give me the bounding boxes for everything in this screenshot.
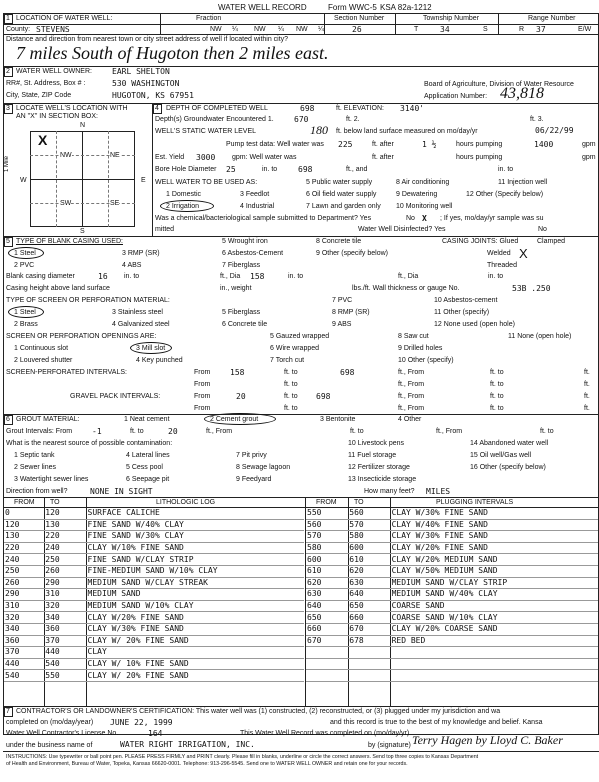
contam-6[interactable]: 6 Seepage pit bbox=[126, 476, 170, 483]
log-row bbox=[4, 519, 304, 531]
log-description-cell[interactable]: MEDIUM SAND W/CLAY STRIP bbox=[391, 577, 598, 589]
lithologic-log-right bbox=[306, 508, 598, 682]
log-row bbox=[306, 658, 598, 670]
log-to-cell[interactable]: 370 bbox=[44, 635, 86, 647]
log-row bbox=[306, 565, 598, 577]
log-to-cell[interactable]: 310 bbox=[44, 589, 86, 601]
log-row bbox=[306, 589, 598, 601]
signature[interactable]: Terry Hagen by Lloyd C. Baker bbox=[412, 733, 563, 747]
screen-3[interactable]: 3 Stainless steel bbox=[112, 309, 163, 316]
opening-7[interactable]: 7 Torch cut bbox=[270, 357, 305, 364]
log-row bbox=[4, 647, 304, 659]
gravel-pack-label: GRAVEL PACK INTERVALS: bbox=[70, 393, 161, 400]
lithologic-log-header: LITHOLOGIC LOG bbox=[156, 499, 216, 506]
log-row bbox=[4, 554, 304, 566]
log-to-cell[interactable]: 290 bbox=[44, 577, 86, 589]
log-to-cell[interactable]: 320 bbox=[44, 600, 86, 612]
use-label: WELL WATER TO BE USED AS: bbox=[155, 179, 258, 186]
gauge-value[interactable]: 53B .250 bbox=[512, 284, 551, 293]
log-to-cell[interactable]: 670 bbox=[348, 623, 390, 635]
locate-label-2: AN "X" IN SECTION BOX: bbox=[16, 113, 98, 120]
range-label: Range Number bbox=[528, 15, 576, 22]
direction-label: Direction from well? bbox=[6, 488, 68, 495]
yield-value[interactable]: 3000 bbox=[196, 153, 216, 162]
log-from-cell[interactable]: 260 bbox=[4, 577, 44, 589]
log-to-cell[interactable]: 640 bbox=[348, 589, 390, 601]
log-description-cell[interactable]: MEDIUM SAND W/40% CLAY bbox=[391, 589, 598, 601]
screen-material-label: TYPE OF SCREEN OR PERFORATION MATERIAL: bbox=[6, 297, 170, 304]
casing-height-label: Casing height above land surface bbox=[6, 285, 110, 292]
screen-8[interactable]: 8 RMP (SR) bbox=[332, 309, 370, 316]
log-description-cell[interactable]: CLAY W/30% FINE SAND bbox=[391, 508, 598, 519]
use-9[interactable]: 9 Dewatering bbox=[396, 191, 438, 198]
opening-2[interactable]: 2 Louvered shutter bbox=[14, 357, 73, 364]
locate-label: LOCATE WELL'S LOCATION WITH bbox=[16, 105, 128, 112]
casing-joints-label: CASING JOINTS: Glued bbox=[442, 238, 519, 245]
log-row bbox=[4, 612, 304, 624]
log-to-cell[interactable]: 240 bbox=[44, 542, 86, 554]
section-1-number: 1 bbox=[6, 15, 10, 22]
completed-label: completed on (mo/day/year) bbox=[6, 719, 94, 726]
log-row bbox=[306, 670, 598, 682]
log-table-left bbox=[4, 508, 304, 682]
address-label: RR#, St. Address, Box # : bbox=[6, 80, 86, 87]
log-to-cell[interactable]: 220 bbox=[44, 531, 86, 543]
fraction-q1: NW bbox=[210, 26, 222, 33]
city-value[interactable]: HUGOTON, KS 67951 bbox=[112, 91, 194, 100]
log-row bbox=[4, 577, 304, 589]
opening-6[interactable]: 6 Wire wrapped bbox=[270, 345, 320, 352]
log-description-cell[interactable]: SURFACE CALICHE bbox=[87, 508, 304, 519]
log-to-cell[interactable]: 550 bbox=[44, 670, 86, 682]
contam-7[interactable]: 7 Pit privy bbox=[236, 452, 267, 459]
log-from-cell[interactable]: 370 bbox=[4, 647, 44, 659]
log-description-cell[interactable]: CLAY W/30% FINE SAND bbox=[87, 623, 304, 635]
log-description-cell[interactable]: CLAY W/40% FINE SAND bbox=[391, 519, 598, 531]
fraction-q3: NW bbox=[296, 26, 308, 33]
log-description-cell[interactable]: CLAY bbox=[87, 647, 304, 659]
log-description-cell[interactable]: MEDIUM SAND W/10% CLAY bbox=[87, 600, 304, 612]
log-from-cell[interactable]: 570 bbox=[306, 531, 348, 543]
log-description-cell[interactable]: COARSE SAND W/10% CLAY bbox=[391, 612, 598, 624]
log-row bbox=[4, 542, 304, 554]
chemical-no-mark[interactable]: X bbox=[422, 214, 427, 223]
form-number: Form WWC-5 bbox=[328, 3, 377, 12]
location-x-mark: X bbox=[38, 132, 48, 148]
casing-2[interactable]: 2 PVC bbox=[14, 262, 35, 269]
log-from-cell[interactable]: 620 bbox=[306, 577, 348, 589]
board-label: Board of Agriculture, Division of Water Resource bbox=[424, 81, 574, 88]
openings-label: SCREEN OR PERFORATION OPENINGS ARE: bbox=[6, 333, 157, 340]
contam-4[interactable]: 4 Lateral lines bbox=[126, 452, 170, 459]
use-11[interactable]: 11 Injection well bbox=[498, 179, 548, 186]
log-from-cell[interactable]: 440 bbox=[4, 658, 44, 670]
opening-11[interactable]: 11 None (open hole) bbox=[508, 333, 572, 340]
log-from-cell[interactable]: 670 bbox=[306, 635, 348, 647]
log-to-cell[interactable]: 580 bbox=[348, 531, 390, 543]
log-description-cell[interactable] bbox=[391, 670, 598, 682]
casing-6[interactable]: 6 Asbestos-Cement bbox=[222, 250, 284, 257]
owner-label: WATER WELL OWNER: bbox=[16, 68, 92, 75]
lithologic-log-left bbox=[4, 508, 304, 682]
log-to-header-right: TO bbox=[354, 499, 364, 506]
log-from-cell[interactable]: 220 bbox=[4, 542, 44, 554]
pump-test-label: Pump test data: Well water was bbox=[226, 141, 324, 148]
grout-intervals-label: Grout Intervals: From bbox=[6, 428, 73, 435]
contam-3[interactable]: 3 Watertight sewer lines bbox=[14, 476, 89, 483]
log-description-cell[interactable]: CLAY W/20% MEDIUM SAND bbox=[391, 554, 598, 566]
log-to-cell[interactable]: 130 bbox=[44, 519, 86, 531]
use-7[interactable]: 7 Lawn and garden only bbox=[306, 203, 381, 210]
log-row bbox=[4, 600, 304, 612]
blank-casing-label: TYPE OF BLANK CASING USED: bbox=[16, 238, 123, 245]
use-8[interactable]: 8 Air conditioning bbox=[396, 179, 450, 186]
quadrant-ne: NE bbox=[110, 152, 120, 159]
log-description-cell[interactable]: CLAY W/ 20% FINE SAND bbox=[87, 635, 304, 647]
log-to-cell[interactable] bbox=[348, 658, 390, 670]
blank-casing-to[interactable]: 158 bbox=[250, 272, 265, 281]
log-from-cell[interactable]: 120 bbox=[4, 519, 44, 531]
casing-8[interactable]: 8 Concrete tile bbox=[316, 238, 362, 245]
contam-2[interactable]: 2 Sewer lines bbox=[14, 464, 57, 471]
contam-15[interactable]: 15 Oil well/Gas well bbox=[470, 452, 532, 459]
log-to-cell[interactable]: 678 bbox=[348, 635, 390, 647]
opening-8[interactable]: 8 Saw cut bbox=[398, 333, 429, 340]
use-12[interactable]: 12 Other (Specify below) bbox=[466, 191, 544, 198]
pump-hours[interactable]: 1 ½ bbox=[422, 140, 437, 149]
log-row bbox=[4, 670, 304, 682]
casing-9[interactable]: 9 Other (specify below) bbox=[316, 250, 388, 257]
log-row bbox=[306, 600, 598, 612]
gravel-to[interactable]: 698 bbox=[316, 392, 331, 401]
log-row bbox=[306, 577, 598, 589]
static-date[interactable]: 06/22/99 bbox=[535, 126, 574, 135]
screen-5[interactable]: 5 Fiberglass bbox=[222, 309, 261, 316]
log-to-cell[interactable]: 540 bbox=[44, 658, 86, 670]
log-row bbox=[306, 554, 598, 566]
screen-9[interactable]: 9 ABS bbox=[332, 321, 352, 328]
grout-3[interactable]: 3 Bentonite bbox=[320, 416, 356, 423]
use-5[interactable]: 5 Public water supply bbox=[306, 179, 373, 186]
perforated-to[interactable]: 698 bbox=[340, 368, 355, 377]
city-label: City, State, ZIP Code bbox=[6, 92, 72, 99]
screen-12[interactable]: 12 None used (open hole) bbox=[434, 321, 515, 328]
opening-9[interactable]: 9 Drilled holes bbox=[398, 345, 443, 352]
use-6[interactable]: 6 Oil field water supply bbox=[306, 191, 377, 198]
application-label: Application Number: bbox=[424, 93, 488, 100]
form-title: WATER WELL RECORD bbox=[218, 3, 307, 12]
section-5-number: 5 bbox=[6, 238, 10, 245]
section-2-number: 2 bbox=[6, 68, 10, 75]
log-description-cell[interactable]: CLAY W/30% FINE SAND bbox=[391, 531, 598, 543]
log-to-header-left: TO bbox=[50, 499, 60, 506]
section-7-number: 7 bbox=[6, 708, 10, 715]
log-from-cell[interactable]: 0 bbox=[4, 508, 44, 519]
log-to-cell[interactable]: 440 bbox=[44, 647, 86, 659]
range-value[interactable]: 37 bbox=[536, 25, 546, 34]
compass-w: W bbox=[20, 177, 27, 184]
contam-11[interactable]: 11 Fuel storage bbox=[348, 452, 397, 459]
opening-1[interactable]: 1 Continuous slot bbox=[14, 345, 69, 352]
log-description-cell[interactable]: CLAY W/50% MEDIUM SAND bbox=[391, 565, 598, 577]
business-label: under the business name of bbox=[6, 742, 93, 749]
log-row bbox=[4, 565, 304, 577]
log-description-cell[interactable]: MEDIUM SAND bbox=[87, 589, 304, 601]
mile-label: 1 Mile bbox=[4, 155, 10, 172]
log-to-cell[interactable]: 560 bbox=[348, 508, 390, 519]
casing-3[interactable]: 3 RMP (SR) bbox=[122, 250, 160, 257]
contam-13[interactable]: 13 Insecticide storage bbox=[348, 476, 417, 483]
yield-label: Est. Yield bbox=[155, 154, 185, 161]
grout-2-cement[interactable]: 2 Cement grout bbox=[210, 416, 259, 423]
chemical-sample-label: Was a chemical/bacteriological sample submitted to Department? Yes bbox=[155, 215, 372, 222]
log-from-cell[interactable]: 550 bbox=[306, 508, 348, 519]
log-from-cell[interactable]: 540 bbox=[4, 670, 44, 682]
log-row bbox=[306, 519, 598, 531]
log-row bbox=[4, 658, 304, 670]
instructions-line-1: INSTRUCTIONS: Use typewriter or ball point pen. PLEASE PRESS FIRMLY and PRINT clearly. Please fill in blanks, underline or circle the correct answers. Send top three copies to Kansas Department bbox=[6, 754, 479, 760]
log-row bbox=[4, 635, 304, 647]
how-many-label: How many feet? bbox=[364, 488, 415, 495]
opening-5[interactable]: 5 Gauzed wrapped bbox=[270, 333, 330, 340]
use-2-irrigation[interactable]: 2 Irrigation bbox=[166, 203, 200, 210]
perforated-intervals-label: SCREEN-PERFORATED INTERVALS: bbox=[6, 369, 127, 376]
log-to-cell[interactable] bbox=[348, 647, 390, 659]
business-name[interactable]: WATER RIGHT IRRIGATION, INC. bbox=[120, 740, 255, 749]
static-level-label: WELL'S STATIC WATER LEVEL bbox=[155, 128, 257, 135]
log-description-cell[interactable]: CLAY W/20% FINE SAND bbox=[391, 542, 598, 554]
log-description-cell[interactable]: FINE-MEDIUM SAND W/10% CLAY bbox=[87, 565, 304, 577]
log-row bbox=[4, 589, 304, 601]
fraction-q2: NW bbox=[254, 26, 266, 33]
opening-3-mill-slot[interactable]: 3 Mill slot bbox=[136, 345, 166, 352]
log-from-cell[interactable]: 610 bbox=[306, 565, 348, 577]
welded-mark[interactable]: X bbox=[519, 246, 528, 261]
log-to-cell[interactable]: 600 bbox=[348, 542, 390, 554]
opening-4[interactable]: 4 Key punched bbox=[136, 357, 183, 364]
contam-12[interactable]: 12 Fertilizer storage bbox=[348, 464, 410, 471]
direction-value[interactable]: NONE IN SIGHT bbox=[90, 487, 153, 496]
log-description-cell[interactable]: RED BED bbox=[391, 635, 598, 647]
blank-diameter-label: Blank casing diameter bbox=[6, 273, 75, 280]
log-row bbox=[4, 508, 304, 519]
distance-label: Distance and direction from nearest town or city street address of well if located within city? bbox=[6, 36, 289, 43]
casing-4[interactable]: 4 ABS bbox=[122, 262, 142, 269]
section-6-number: 6 bbox=[6, 416, 10, 423]
grout-to[interactable]: 20 bbox=[168, 427, 178, 436]
log-row bbox=[306, 612, 598, 624]
use-3[interactable]: 3 Feedlot bbox=[240, 191, 270, 198]
casing-1-steel[interactable]: 1 Steel bbox=[14, 250, 36, 257]
bore-label: Bore Hole Diameter bbox=[155, 166, 217, 173]
log-from-header-right: FROM bbox=[316, 499, 337, 506]
quadrant-nw: NW bbox=[60, 152, 72, 159]
township-value[interactable]: 34 bbox=[440, 25, 450, 34]
screen-6[interactable]: 6 Concrete tile bbox=[222, 321, 268, 328]
contam-9[interactable]: 9 Feedyard bbox=[236, 476, 272, 483]
log-row bbox=[306, 623, 598, 635]
grout-4[interactable]: 4 Other bbox=[398, 416, 422, 423]
groundwater-label: Depth(s) Groundwater Encountered 1. bbox=[155, 116, 274, 123]
disinfected-label: Water Well Disinfected? Yes bbox=[358, 226, 446, 233]
log-description-cell[interactable]: FINE SAND W/30% CLAY bbox=[87, 531, 304, 543]
log-from-cell[interactable]: 630 bbox=[306, 589, 348, 601]
pump-test-value[interactable]: 225 bbox=[338, 140, 353, 149]
log-from-cell[interactable]: 660 bbox=[306, 623, 348, 635]
log-from-cell[interactable]: 250 bbox=[4, 565, 44, 577]
screen-4[interactable]: 4 Galvanized steel bbox=[112, 321, 170, 328]
contam-1[interactable]: 1 Septic tank bbox=[14, 452, 55, 459]
log-table-right bbox=[306, 508, 598, 682]
section-number-label: Section Number bbox=[334, 15, 385, 22]
section-4-number: 4 bbox=[155, 105, 159, 112]
how-many-value[interactable]: MILES bbox=[426, 487, 451, 496]
screen-1-steel[interactable]: 1 Steel bbox=[14, 309, 36, 316]
section-number-value[interactable]: 26 bbox=[352, 25, 362, 34]
application-value[interactable]: 43,818 bbox=[500, 85, 544, 102]
quadrant-sw: SW bbox=[60, 200, 72, 207]
depth-value[interactable]: 698 bbox=[300, 104, 315, 113]
use-4[interactable]: 4 Industrial bbox=[240, 203, 275, 210]
fraction-label: Fraction bbox=[196, 15, 222, 22]
log-from-cell[interactable]: 650 bbox=[306, 612, 348, 624]
log-to-cell[interactable]: 620 bbox=[348, 565, 390, 577]
log-description-cell[interactable]: CLAY W/20% FINE SAND bbox=[87, 612, 304, 624]
log-to-cell[interactable]: 250 bbox=[44, 554, 86, 566]
plugging-intervals-header: PLUGGING INTERVALS bbox=[436, 499, 514, 506]
contam-10[interactable]: 10 Livestock pens bbox=[348, 440, 405, 447]
log-to-cell[interactable]: 610 bbox=[348, 554, 390, 566]
log-from-cell[interactable]: 580 bbox=[306, 542, 348, 554]
grout-from[interactable]: -1 bbox=[92, 427, 102, 436]
owner-value[interactable]: EARL SHELTON bbox=[112, 67, 170, 76]
contam-14[interactable]: 14 Abandoned water well bbox=[470, 440, 549, 447]
groundwater-value[interactable]: 670 bbox=[294, 115, 309, 124]
log-description-cell[interactable]: COARSE SAND bbox=[391, 600, 598, 612]
township-label: Township Number bbox=[423, 15, 480, 22]
log-description-cell[interactable]: CLAY W/ 20% FINE SAND bbox=[87, 670, 304, 682]
log-from-cell[interactable] bbox=[306, 658, 348, 670]
log-description-cell[interactable]: MEDIUM SAND W/CLAY STREAK bbox=[87, 577, 304, 589]
log-to-cell[interactable]: 570 bbox=[348, 519, 390, 531]
compass-s: S bbox=[80, 228, 85, 235]
instructions-line-2: of Health and Environment, Bureau of Water, Topeka, Kansas 66620-0001. Telephone: 913-296-5545. Send one to WATER WELL OWNER and retain one for your records. bbox=[6, 761, 408, 767]
log-row bbox=[306, 635, 598, 647]
log-from-cell[interactable]: 240 bbox=[4, 554, 44, 566]
compass-e: E bbox=[141, 177, 146, 184]
gravel-from[interactable]: 20 bbox=[236, 392, 246, 401]
log-from-cell[interactable]: 340 bbox=[4, 623, 44, 635]
opening-10[interactable]: 10 Other (specify) bbox=[398, 357, 454, 364]
log-from-header-left: FROM bbox=[14, 499, 35, 506]
elevation-value[interactable]: 3140' bbox=[400, 104, 425, 113]
static-level-value[interactable]: 180 bbox=[310, 123, 328, 137]
log-to-cell[interactable]: 360 bbox=[44, 623, 86, 635]
county-value[interactable]: STEVENS bbox=[36, 25, 70, 34]
log-to-cell[interactable]: 630 bbox=[348, 577, 390, 589]
log-description-cell[interactable]: CLAY W/10% FINE SAND bbox=[87, 542, 304, 554]
casing-5[interactable]: 5 Wrought iron bbox=[222, 238, 268, 245]
log-to-cell[interactable]: 340 bbox=[44, 612, 86, 624]
contam-8[interactable]: 8 Sewage lagoon bbox=[236, 464, 291, 471]
contamination-label: What is the nearest source of possible contamination: bbox=[6, 440, 173, 447]
use-10[interactable]: 10 Monitoring well bbox=[396, 203, 453, 210]
screen-11[interactable]: 11 Other (specify) bbox=[434, 309, 490, 316]
log-from-cell[interactable]: 640 bbox=[306, 600, 348, 612]
log-from-cell[interactable]: 290 bbox=[4, 589, 44, 601]
screen-2[interactable]: 2 Brass bbox=[14, 321, 38, 328]
log-row bbox=[306, 542, 598, 554]
certification-label: CONTRACTOR'S OR LANDOWNER'S CERTIFICATION: This water well was (1) constructed, (2) reconstructed, or (3) plugged under my jurisdiction and wa bbox=[16, 708, 501, 715]
log-to-cell[interactable] bbox=[348, 670, 390, 682]
log-description-cell[interactable] bbox=[391, 658, 598, 670]
log-description-cell[interactable]: FINE SAND W/CLAY STRIP bbox=[87, 554, 304, 566]
log-row bbox=[306, 647, 598, 659]
distance-value[interactable]: 7 miles South of Hugoton then 2 miles east. bbox=[16, 43, 329, 63]
log-to-cell[interactable]: 260 bbox=[44, 565, 86, 577]
log-to-cell[interactable]: 120 bbox=[44, 508, 86, 519]
contam-16[interactable]: 16 Other (specify below) bbox=[470, 464, 546, 471]
casing-7[interactable]: 7 Fiberglass bbox=[222, 262, 261, 269]
log-from-cell[interactable]: 130 bbox=[4, 531, 44, 543]
screen-10[interactable]: 10 Asbestos-cement bbox=[434, 297, 498, 304]
bore-depth-value[interactable]: 698 bbox=[298, 165, 313, 174]
log-from-cell[interactable]: 310 bbox=[4, 600, 44, 612]
blank-diameter-value[interactable]: 16 bbox=[98, 272, 108, 281]
completed-date[interactable]: JUNE 22, 1999 bbox=[110, 718, 173, 727]
screen-7[interactable]: 7 PVC bbox=[332, 297, 353, 304]
contam-5[interactable]: 5 Cess pool bbox=[126, 464, 163, 471]
address-value[interactable]: 530 WASHINGTON bbox=[112, 79, 180, 88]
log-description-cell[interactable] bbox=[391, 647, 598, 659]
grout-1[interactable]: 1 Neat cement bbox=[124, 416, 170, 423]
log-from-cell[interactable] bbox=[306, 670, 348, 682]
grout-material-label: GROUT MATERIAL: bbox=[16, 416, 80, 423]
license-number[interactable]: 164 bbox=[148, 729, 163, 738]
bore-diameter-value[interactable]: 25 bbox=[226, 165, 236, 174]
log-from-cell[interactable]: 360 bbox=[4, 635, 44, 647]
log-row bbox=[306, 508, 598, 519]
county-label: County: bbox=[6, 26, 31, 33]
quadrant-se: SE bbox=[110, 200, 120, 207]
log-row bbox=[4, 531, 304, 543]
compass-n: N bbox=[80, 122, 86, 129]
log-from-cell[interactable]: 600 bbox=[306, 554, 348, 566]
license-label: Water Well Contractor's License No. bbox=[6, 730, 119, 737]
perforated-from[interactable]: 158 bbox=[230, 368, 245, 377]
log-from-cell[interactable]: 320 bbox=[4, 612, 44, 624]
section-3-number: 3 bbox=[6, 105, 10, 112]
use-1[interactable]: 1 Domestic bbox=[166, 191, 202, 198]
log-description-cell[interactable]: FINE SAND W/40% CLAY bbox=[87, 519, 304, 531]
log-description-cell[interactable]: CLAY W/20% COARSE SAND bbox=[391, 623, 598, 635]
location-label: LOCATION OF WATER WELL: bbox=[16, 15, 113, 22]
pump-gpm-value[interactable]: 1400 bbox=[534, 140, 554, 149]
log-from-cell[interactable]: 560 bbox=[306, 519, 348, 531]
ksa-number: KSA 82a-1212 bbox=[380, 3, 432, 12]
log-to-cell[interactable]: 660 bbox=[348, 612, 390, 624]
depth-label: DEPTH OF COMPLETED WELL bbox=[166, 105, 268, 112]
log-row bbox=[306, 531, 598, 543]
log-from-cell[interactable] bbox=[306, 647, 348, 659]
log-row bbox=[4, 623, 304, 635]
log-description-cell[interactable]: CLAY W/ 10% FINE SAND bbox=[87, 658, 304, 670]
log-to-cell[interactable]: 650 bbox=[348, 600, 390, 612]
